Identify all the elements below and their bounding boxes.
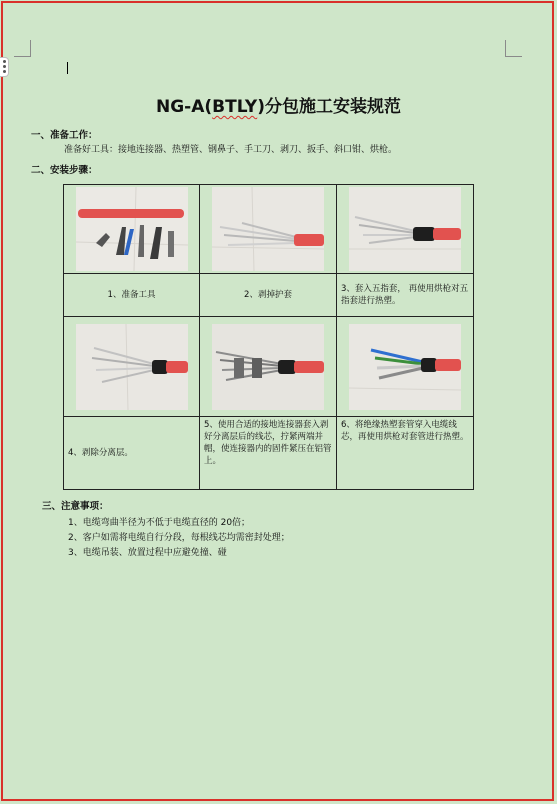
step2-caption: 2、剥掉护套	[200, 274, 337, 317]
step3-photo-cell	[337, 185, 474, 274]
title-suffix: )分包施工安装规范	[257, 97, 401, 117]
step5-photo-cell	[200, 317, 337, 417]
step5-photo-ground-connector	[212, 324, 324, 410]
section3-heading: 三、注意事项：	[42, 501, 109, 512]
step2-photo-stripped-sheath	[212, 187, 324, 271]
table-row	[64, 274, 474, 317]
text-cursor	[67, 62, 68, 74]
steps-table	[63, 184, 474, 490]
step6-photo-cell	[337, 317, 474, 417]
step1-caption: 1、准备工具	[64, 274, 200, 317]
section1-heading: 一、准备工作：	[31, 130, 98, 141]
step3-caption: 3、套入五指套， 再使用烘枪对五指套进行热塑。	[337, 274, 474, 317]
step1-photo-cell	[64, 185, 200, 274]
step3-photo-five-finger-sleeve	[349, 187, 461, 271]
notes-item-3: 3、电缆吊装、放置过程中应避免撞、碰	[68, 548, 227, 558]
margin-corner-top-right	[505, 40, 522, 57]
side-handle[interactable]	[0, 57, 9, 77]
step2-photo-cell	[200, 185, 337, 274]
step4-photo-cell	[64, 317, 200, 417]
notes-item-1: 1、电缆弯曲半径为不低于电缆直径的 20倍；	[68, 518, 251, 528]
step6-caption: 6、将绝缘热塑套管穿入电缆线芯，再使用烘枪对套管进行热塑。	[337, 417, 474, 490]
document-title	[0, 92, 557, 117]
title-spellcheck-word[interactable]: BTLY	[212, 97, 258, 117]
step5-caption: 5、使用合适的接地连接器套入剥好分离层后的线芯，拧紧两端并帽，使连接器内的固件紧压在铝管上。	[200, 417, 337, 490]
margin-corner-top-left	[14, 40, 31, 57]
step4-caption: 4、剥除分离层。	[64, 417, 200, 490]
step6-photo-insulation-sleeve	[349, 324, 461, 410]
notes-item-2: 2、客户如需将电缆自行分段，每根线芯均需密封处理；	[68, 533, 290, 543]
table-row	[64, 317, 474, 417]
section2-heading: 二、安装步骤：	[31, 165, 98, 176]
step1-photo-tools	[76, 187, 188, 271]
title-prefix: NG-A(	[155, 97, 213, 117]
section1-text: 准备好工具：接地连接器、热塑管、钢鼻子、手工刀、剥刀、扳手、斜口钳、烘枪。	[64, 145, 398, 155]
table-row	[64, 185, 474, 274]
step4-photo-separation-layer	[76, 324, 188, 410]
table-row	[64, 417, 474, 490]
